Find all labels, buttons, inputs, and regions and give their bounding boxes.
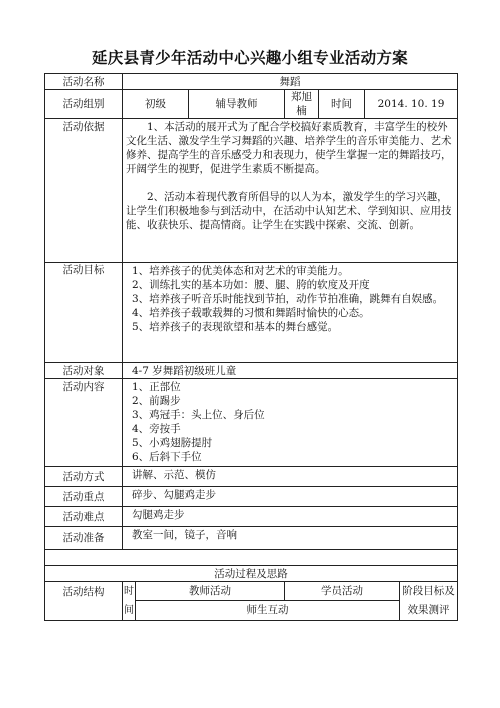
value-group: 初级 [123,90,189,119]
value-prep: 教室一间，镜子，音响 [123,527,458,550]
label-target: 活动对象 [45,363,123,379]
value-key: 碎步、勾腿鸡走步 [123,487,458,507]
goal-item: 1、培养孩子的优美体态和对艺术的审美能力。 [132,265,349,277]
label-prep: 活动准备 [45,527,123,550]
content-item: 5、小鸡翅膀提肘 [132,437,213,449]
row-target [45,363,458,379]
page-title: 延庆县青少年活动中心兴趣小组专业活动方案 [91,49,408,67]
value-target: 4-7 岁舞蹈初级班儿童 [123,363,458,379]
content-item: 2、前踢步 [132,395,181,407]
content-item: 3、鸡冠手：头上位、身后位 [132,409,265,421]
label-group: 活动组别 [45,90,123,119]
value-teacher: 郑旭楠 [285,90,319,119]
value-activity-name: 舞蹈 [123,74,458,90]
value-difficulty: 勾腿鸡走步 [123,507,458,527]
header-stage-goal: 阶段目标及效果测评 [400,582,458,621]
row-method [45,467,458,487]
label-goals: 活动目标 [45,263,123,363]
row-group [45,90,458,119]
goal-item: 5、培养孩子的表现欲望和基本的舞台感觉。 [132,321,339,333]
row-goals [45,263,458,363]
goals-list [123,263,458,363]
header-student-activity: 学员活动 [285,582,400,601]
label-difficulty: 活动难点 [45,507,123,527]
goal-item: 4、培养孩子载歌载舞的习惯和舞蹈时愉快的心态。 [132,307,370,319]
label-basis: 活动依据 [45,119,123,263]
value-method: 讲解、示范、模仿 [123,467,458,487]
content-item: 1、正部位 [132,381,181,393]
row-prep [45,527,458,550]
goal-item: 3、培养孩子听音乐时能找到节拍，动作节拍准确，跳舞有自娱感。 [132,293,444,305]
row-activity-name [45,74,458,90]
label-time: 时间 [319,90,365,119]
basis-text [123,119,458,263]
row-key [45,487,458,507]
row-difficulty [45,507,458,527]
header-interaction: 师生互动 [136,600,400,620]
label-method: 活动方式 [45,467,123,487]
basis-paragraph-2: 2、活动本着现代教育所倡导的以人为本，激发学生的学习兴趣，让学生们积极地参与到活动中，在活动中认知艺术、学到知识、应用技能、收获快乐、提高情商。让学生在实践中探索、交流、创新。 [126,191,452,231]
label-teacher: 辅导教师 [189,90,285,119]
plan-table [44,73,458,621]
content-item: 4、旁按手 [132,423,181,435]
goal-item: 2、训练扎实的基本功如：腰、腿、胯的软度及开度 [132,279,370,291]
row-empty [45,550,458,566]
label-key: 活动重点 [45,487,123,507]
row-content [45,379,458,467]
value-time: 2014. 10. 19 [365,90,458,119]
content-list [123,379,458,467]
header-teacher-activity: 教师活动 [136,582,285,601]
label-content: 活动内容 [45,379,123,467]
row-process-heading [45,566,458,582]
content-item: 6、后斜下手位 [132,451,202,463]
label-process-time: 时间 [123,582,136,621]
basis-paragraph-1: 1、本活动的展开式为了配合学校搞好素质教育，丰富学生的校外文化生活、激发学生学习舞蹈的兴趣、培养学生的音乐审美能力、艺术修养、提高学生的音乐感受力和表现力，使学生掌握一定的舞蹈技巧，开阔学生的视野，促进学生素质不断提高。 [126,121,452,175]
label-structure: 活动结构 [45,582,123,621]
row-basis [45,119,458,263]
empty-cell [45,550,458,566]
row-process-header [45,582,458,601]
label-activity-name: 活动名称 [45,74,123,90]
process-heading: 活动过程及思路 [45,566,458,582]
